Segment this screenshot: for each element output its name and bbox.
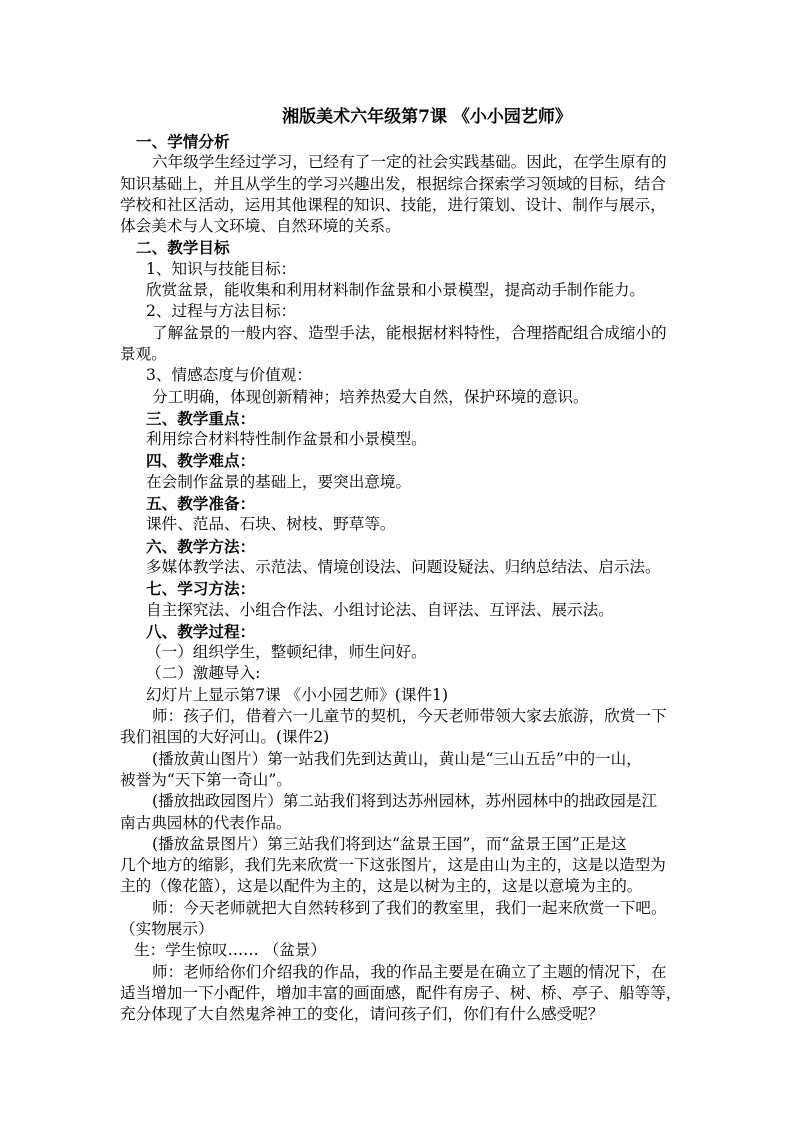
- paragraph-line: 自主探究法、小组合作法、小组讨论法、自评法、互评法、展示法。: [146, 600, 614, 619]
- paragraph-line: 适当增加一下小配件，增加丰富的画面感，配件有房子、树、桥、亭子、船等等，: [120, 983, 682, 1002]
- paragraph-line: 南古典园林的代表作品。: [120, 813, 292, 832]
- section-heading-1: 一、学情分析: [136, 132, 230, 151]
- section-heading-8: 八、教学过程：: [146, 621, 256, 641]
- paragraph-line: 了解盆景的一般内容、造型手法，能根据材料特性，合理搭配组合成缩小的: [152, 323, 667, 342]
- paragraph-line: 生：学生惊叹…… （盆景）: [134, 941, 327, 960]
- paragraph-line: 景观。: [120, 344, 167, 363]
- paragraph-line: 体会美术与人文环境、自然环境的关系。: [120, 217, 401, 236]
- section-heading-2: 二、教学目标: [136, 238, 230, 258]
- paragraph-line: 师：今天老师就把大自然转移到了我们的教室里，我们一起来欣赏一下吧。: [152, 898, 667, 917]
- subheading: 1、知识与技能目标：: [146, 259, 297, 278]
- paragraph-line: （实物展示）: [120, 919, 214, 938]
- section-heading-3: 三、教学重点：: [146, 408, 256, 428]
- section-heading-5: 五、教学准备：: [146, 494, 256, 514]
- paragraph-line: 充分体现了大自然鬼斧神工的变化，请问孩子们，你们有什么感受呢？: [120, 1005, 604, 1024]
- section-heading-6: 六、教学方法：: [146, 536, 256, 556]
- paragraph-line: （一）组织学生，整顿纪律，师生问好。: [146, 643, 427, 662]
- paragraph-line: （二）激趣导入:: [146, 664, 261, 683]
- paragraph-line: 欣赏盆景，能收集和利用材料制作盆景和小景模型，提高动手制作能力。: [146, 281, 646, 300]
- paragraph-line: (播放盆景图片）第三站我们将到达“盆景王国”，而“盆景王国”正是这: [152, 834, 627, 853]
- paragraph-line: 师：老师给你们介绍我的作品，我的作品主要是在确立了主题的情况下，在: [152, 962, 667, 981]
- paragraph-line: 多媒体教学法、示范法、情境创设法、问题设疑法、归纳总结法、启示法。: [146, 557, 661, 576]
- paragraph-line: 学校和社区活动，运用其他课程的知识、技能，进行策划、设计、制作与展示，: [120, 195, 666, 214]
- paragraph-line: 被誉为“天下第一奇山”。: [120, 770, 292, 789]
- paragraph-line: 六年级学生经过学习，已经有了一定的社会实践基础。因此，在学生原有的: [152, 153, 667, 172]
- subheading: 2、过程与方法目标：: [146, 302, 297, 321]
- paragraph-line: (播放黄山图片）第一站我们先到达黄山，黄山是“三山五岳”中的一山，: [152, 749, 642, 768]
- subheading: 3、情感态度与价值观：: [146, 366, 312, 385]
- paragraph-line: 师：孩子们，借着六一儿童节的契机，今天老师带领大家去旅游，欣赏一下: [152, 707, 667, 726]
- paragraph-line: 我们祖国的大好河山。(课件2): [120, 728, 330, 747]
- paragraph-line: 主的（像花篮），这是以配件为主的，这是以树为主的，这是以意境为主的。: [120, 877, 643, 896]
- paragraph-line: 知识基础上，并且从学生的学习兴趣出发，根据综合探索学习领域的目标，结合: [120, 174, 666, 193]
- document-title: 湘版美术六年级第7课 《小小园艺师》: [282, 107, 572, 127]
- paragraph-line: (播放拙政园图片）第二站我们将到达苏州园林，苏州园林中的拙政园是江: [152, 792, 658, 811]
- section-heading-4: 四、教学难点：: [146, 451, 256, 471]
- paragraph-line: 在会制作盆景的基础上，要突出意境。: [146, 472, 412, 491]
- paragraph-line: 分工明确，体现创新精神；培养热爱大自然，保护环境的意识。: [152, 387, 589, 406]
- paragraph-line: 幻灯片上显示第7课 《小小园艺师》(课件1): [146, 685, 449, 704]
- paragraph-line: 利用综合材料特性制作盆景和小景模型。: [146, 430, 427, 449]
- section-heading-7: 七、学习方法：: [146, 579, 256, 599]
- paragraph-line: 课件、范品、石块、树枝、野草等。: [146, 515, 396, 534]
- paragraph-line: 几个地方的缩影，我们先来欣赏一下这张图片，这是由山为主的，这是以造型为: [120, 856, 666, 875]
